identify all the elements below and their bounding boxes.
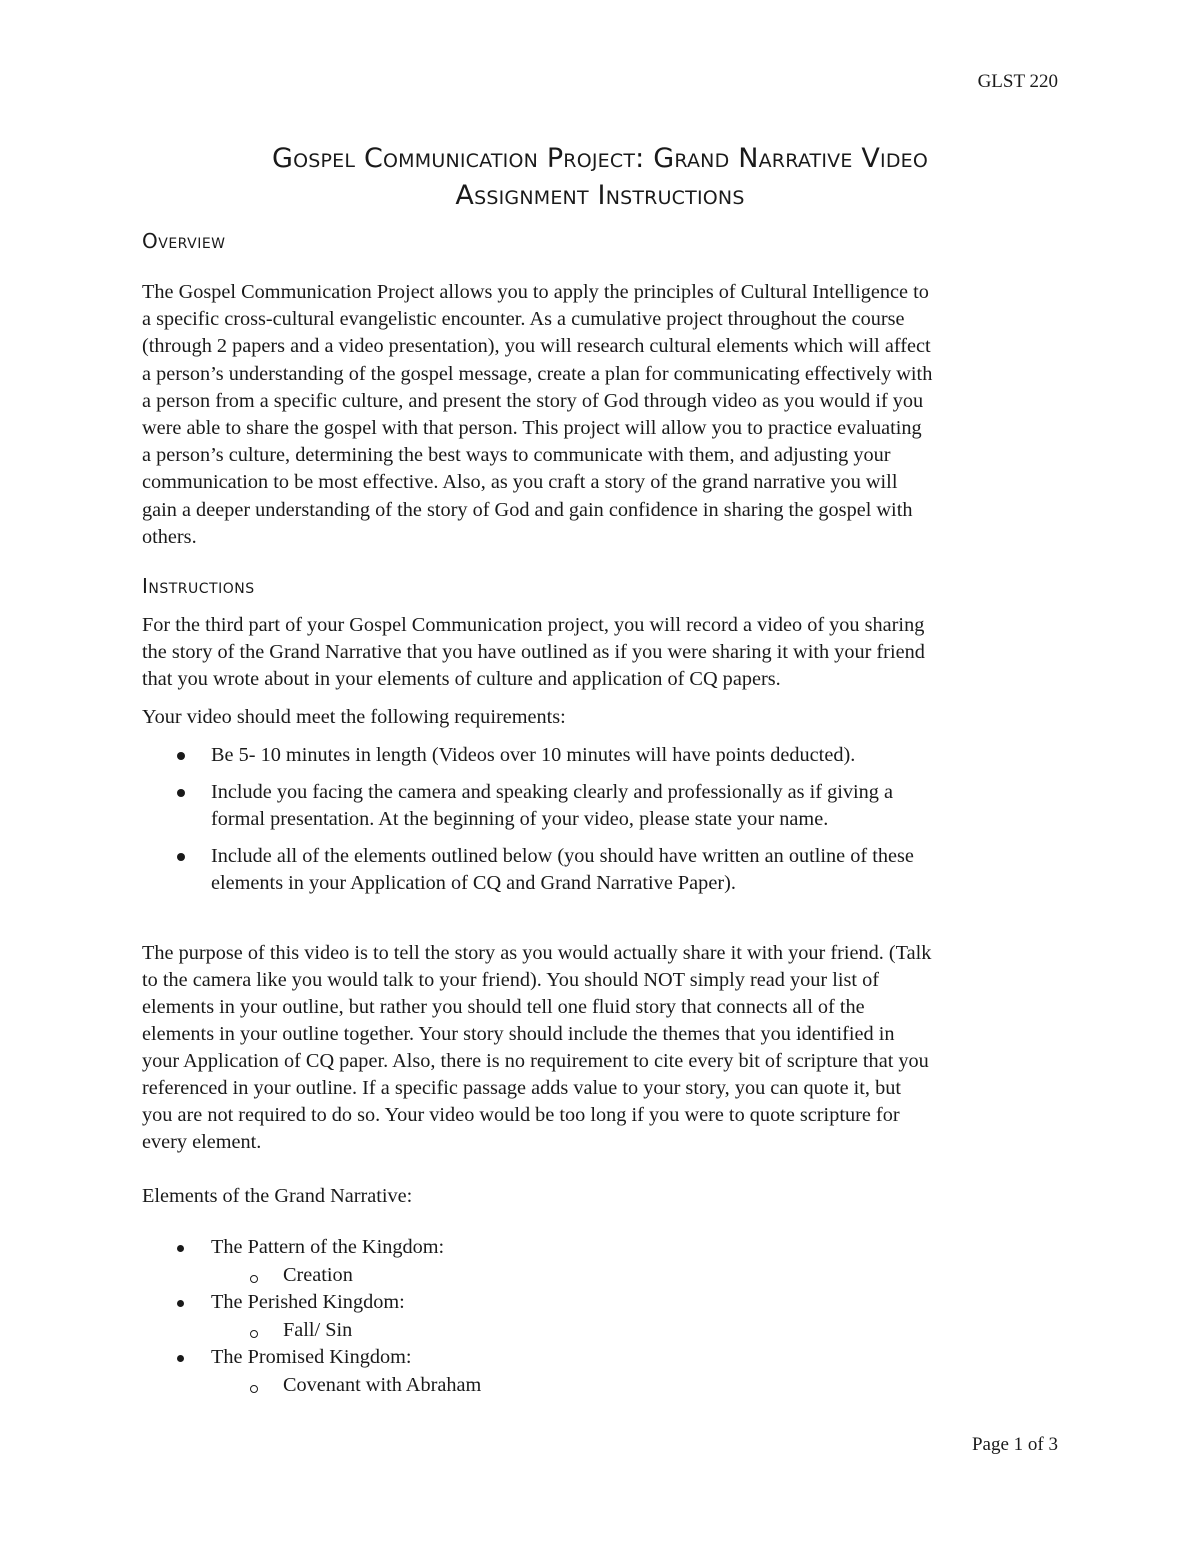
- purpose-line: elements in your outline, but rather you should tell one fluid story that connects all of the: [142, 996, 865, 1018]
- purpose-line: referenced in your outline. If a specific passage adds value to your story, you can quote it, but: [142, 1077, 901, 1099]
- intro-line: that you wrote about in your elements of culture and application of CQ papers.: [142, 668, 781, 691]
- requirement-item: [142, 742, 1062, 770]
- overview-line: a person’s culture, determining the best ways to communicate with them, and adjusting your: [142, 444, 891, 467]
- element-subitem: [142, 1372, 1062, 1400]
- overview-paragraph: [142, 279, 1062, 551]
- requirement-item: [142, 843, 1062, 898]
- element-item: [142, 1234, 1062, 1262]
- element-subitem: [142, 1317, 1062, 1345]
- element-label: The Promised Kingdom:: [211, 1346, 412, 1368]
- requirements-list: [142, 742, 1062, 907]
- requirement-item: [142, 779, 1062, 834]
- element-sub-label: Fall/ Sin: [283, 1318, 353, 1341]
- course-code: GLST 220: [977, 71, 1058, 92]
- overview-heading: Overview: [142, 229, 226, 253]
- hollow-bullet-icon: [250, 1275, 258, 1283]
- overview-line: were able to share the gospel with that person. This project will allow you to practice evaluating: [142, 417, 922, 440]
- purpose-line: every element.: [142, 1131, 262, 1153]
- overview-line: a person from a specific culture, and present the story of God through video as you would if you: [142, 389, 924, 412]
- overview-line: others.: [142, 525, 197, 548]
- element-sub-label: Covenant with Abraham: [283, 1373, 482, 1396]
- purpose-line: your Application of CQ paper. Also, there is no requirement to cite every bit of scripture that you: [142, 1050, 929, 1072]
- overview-line: gain a deeper understanding of the story of God and gain confidence in sharing the gospel with: [142, 498, 913, 521]
- title-line-1: Gospel Communication Project: Grand Narrative Video: [271, 143, 929, 174]
- element-label: The Perished Kingdom:: [211, 1291, 405, 1313]
- page-title: [142, 140, 1058, 214]
- page-number: Page 1 of 3: [971, 1434, 1058, 1455]
- overview-line: (through 2 papers and a video presentation), you will research cultural elements which will affect: [142, 335, 931, 358]
- requirement-text: elements in your Application of CQ and Grand Narrative Paper).: [211, 872, 736, 894]
- bullet-icon: [177, 1355, 184, 1362]
- intro-line: For the third part of your Gospel Communication project, you will record a video of you sharing: [142, 614, 925, 636]
- bullet-icon: [177, 789, 185, 797]
- purpose-line: elements in your outline together. Your story should include the themes that you identified in: [142, 1023, 895, 1045]
- bullet-icon: [177, 1300, 184, 1307]
- overview-line: communication to be most effective. Also, as you craft a story of the grand narrative you will: [142, 471, 898, 494]
- hollow-bullet-icon: [250, 1330, 258, 1338]
- intro-line: the story of the Grand Narrative that you have outlined as if you were sharing it with your friend: [142, 641, 925, 664]
- element-label: The Pattern of the Kingdom:: [211, 1236, 445, 1258]
- requirement-text: Include you facing the camera and speaking clearly and professionally as if giving a: [211, 780, 893, 803]
- purpose-line: The purpose of this video is to tell the story as you would actually share it with your friend. (Talk: [142, 942, 932, 964]
- element-item: [142, 1289, 1062, 1317]
- grand-narrative-elements: [142, 1234, 1062, 1399]
- requirements-lead: Your video should meet the following requirements:: [142, 706, 566, 728]
- bullet-icon: [177, 853, 185, 861]
- element-sub-label: Creation: [283, 1263, 353, 1286]
- requirement-text: Be 5- 10 minutes in length (Videos over 10 minutes will have points deducted).: [211, 744, 856, 766]
- hollow-bullet-icon: [250, 1385, 258, 1393]
- bullet-icon: [177, 752, 185, 760]
- requirement-text: Include all of the elements outlined below (you should have written an outline of these: [211, 844, 914, 867]
- purpose-line: to the camera like you would talk to your friend). You should NOT simply read your list of: [142, 969, 879, 991]
- bullet-icon: [177, 1245, 184, 1252]
- element-item: [142, 1344, 1062, 1372]
- overview-line: a person’s understanding of the gospel message, create a plan for communicating effectively with: [142, 362, 933, 385]
- instructions-intro: [142, 612, 1062, 694]
- purpose-paragraph: [142, 940, 1062, 1156]
- overview-line: a specific cross-cultural evangelistic encounter. As a cumulative project throughout the course: [142, 308, 905, 331]
- purpose-line: you are not required to do so. Your video would be too long if you were to quote scripture for: [142, 1104, 900, 1126]
- requirement-text: formal presentation. At the beginning of your video, please state your name.: [211, 808, 829, 830]
- elements-lead: Elements of the Grand Narrative:: [142, 1185, 413, 1207]
- title-line-2: Assignment Instructions: [455, 180, 745, 211]
- instructions-heading: Instructions: [142, 574, 255, 598]
- overview-line: The Gospel Communication Project allows you to apply the principles of Cultural Intelligence to: [142, 281, 929, 303]
- element-subitem: [142, 1262, 1062, 1290]
